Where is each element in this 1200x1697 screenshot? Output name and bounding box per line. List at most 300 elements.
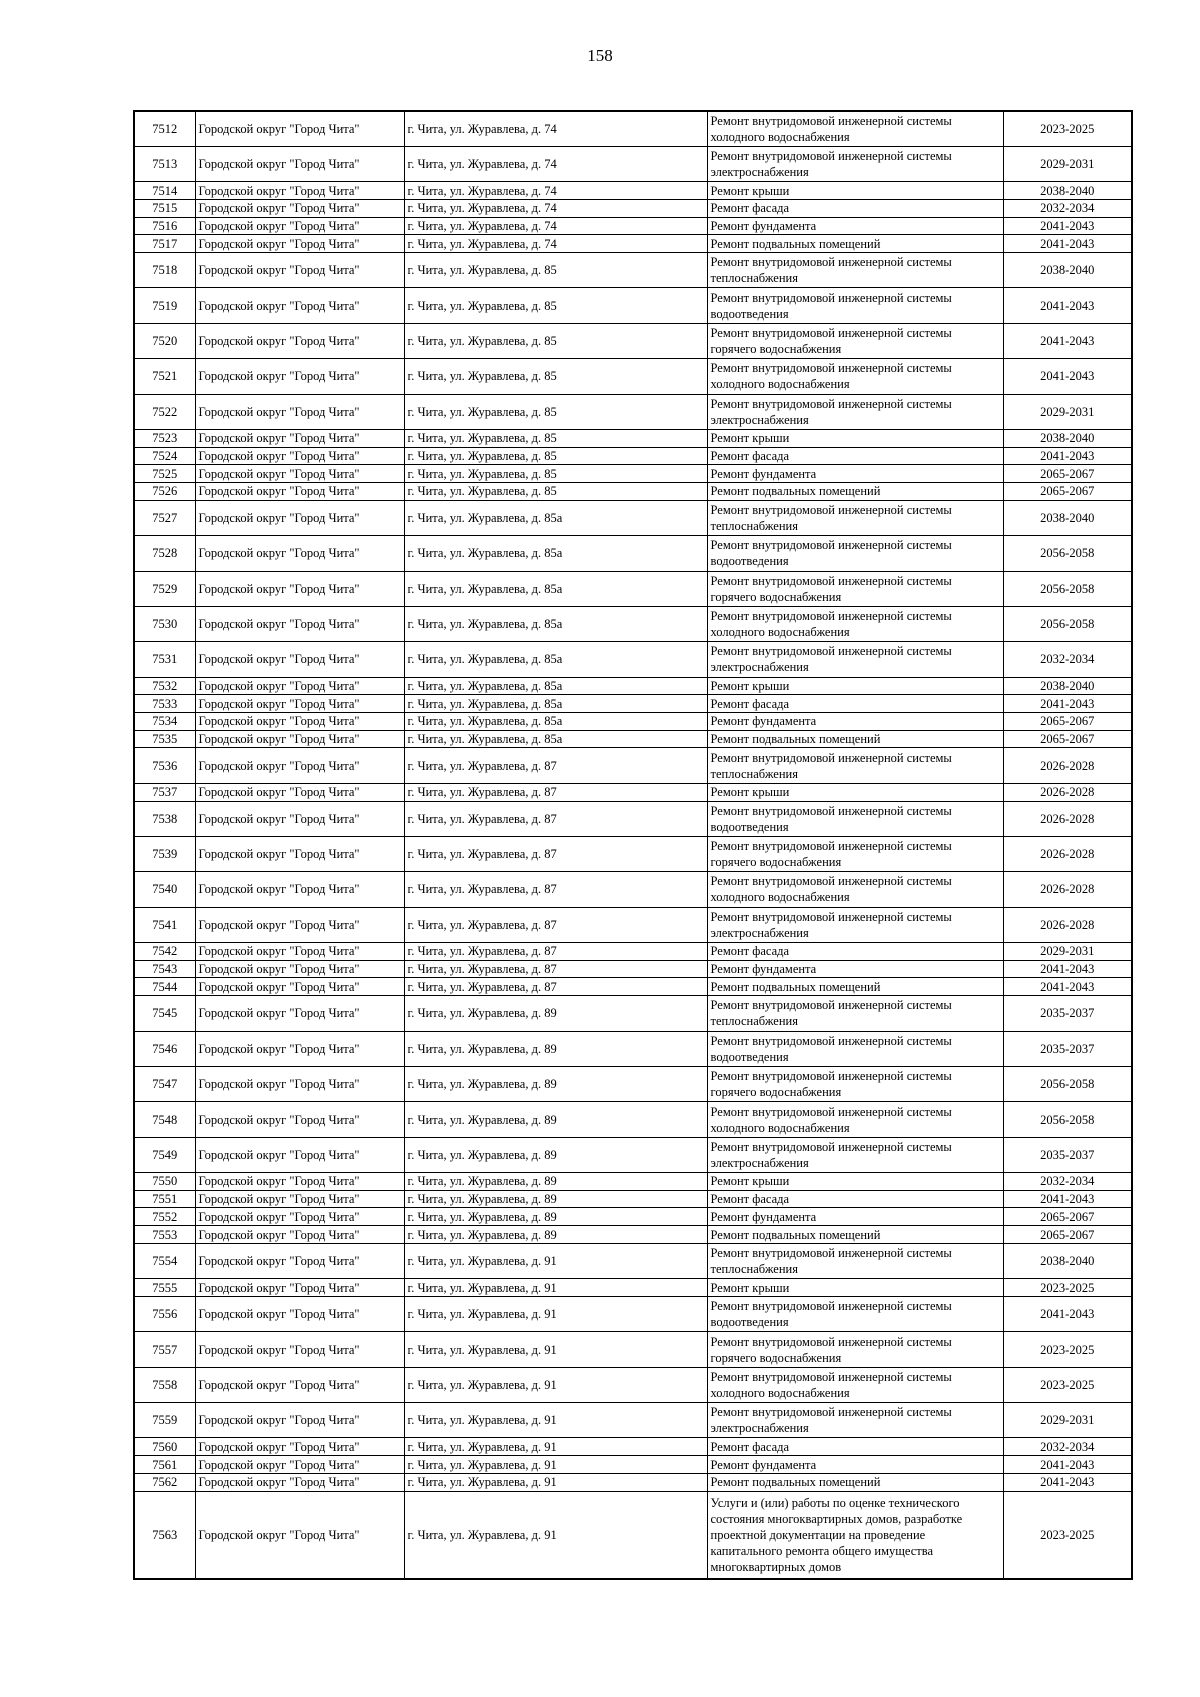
address-cell: г. Чита, ул. Журавлева, д. 89 — [404, 996, 707, 1031]
period-cell: 2026-2028 — [1003, 801, 1132, 836]
period-cell: 2029-2031 — [1003, 1403, 1132, 1438]
row-number-cell: 7540 — [134, 872, 195, 907]
table-row — [134, 1102, 1132, 1137]
row-number-cell: 7519 — [134, 288, 195, 323]
table-row — [134, 536, 1132, 571]
period-cell: 2065-2067 — [1003, 483, 1132, 501]
period-cell: 2038-2040 — [1003, 429, 1132, 447]
row-number-cell: 7534 — [134, 713, 195, 731]
address-cell: г. Чита, ул. Журавлева, д. 89 — [404, 1226, 707, 1244]
municipality-cell: Городской округ "Город Чита" — [195, 199, 404, 217]
table-row — [134, 217, 1132, 235]
municipality-cell: Городской округ "Город Чита" — [195, 801, 404, 836]
work-type-cell: Ремонт фундамента — [707, 217, 1003, 235]
table-row — [134, 907, 1132, 942]
period-cell: 2056-2058 — [1003, 1066, 1132, 1101]
municipality-cell: Городской округ "Город Чита" — [195, 1173, 404, 1191]
period-cell: 2041-2043 — [1003, 978, 1132, 996]
repair-schedule-table — [133, 110, 1133, 1580]
row-number-cell: 7517 — [134, 235, 195, 253]
table-row — [134, 606, 1132, 641]
period-cell: 2023-2025 — [1003, 1332, 1132, 1367]
period-cell: 2065-2067 — [1003, 465, 1132, 483]
address-cell: г. Чита, ул. Журавлева, д. 89 — [404, 1102, 707, 1137]
row-number-cell: 7533 — [134, 695, 195, 713]
row-number-cell: 7529 — [134, 571, 195, 606]
table-row — [134, 783, 1132, 801]
address-cell: г. Чита, ул. Журавлева, д. 89 — [404, 1208, 707, 1226]
period-cell: 2032-2034 — [1003, 1438, 1132, 1456]
work-type-cell: Ремонт крыши — [707, 429, 1003, 447]
work-type-cell: Ремонт внутридомовой инженерной системы электроснабжения — [707, 394, 1003, 429]
work-type-cell: Ремонт фундамента — [707, 1456, 1003, 1474]
row-number-cell: 7552 — [134, 1208, 195, 1226]
municipality-cell: Городской округ "Город Чита" — [195, 960, 404, 978]
address-cell: г. Чита, ул. Журавлева, д. 89 — [404, 1137, 707, 1172]
work-type-cell: Ремонт внутридомовой инженерной системы холодного водоснабжения — [707, 111, 1003, 146]
period-cell: 2065-2067 — [1003, 1226, 1132, 1244]
row-number-cell: 7558 — [134, 1367, 195, 1402]
address-cell: г. Чита, ул. Журавлева, д. 85 — [404, 253, 707, 288]
period-cell: 2032-2034 — [1003, 642, 1132, 677]
municipality-cell: Городской округ "Город Чита" — [195, 1243, 404, 1278]
row-number-cell: 7518 — [134, 253, 195, 288]
municipality-cell: Городской округ "Город Чита" — [195, 1066, 404, 1101]
table-row — [134, 394, 1132, 429]
municipality-cell: Городской округ "Город Чита" — [195, 571, 404, 606]
table-row — [134, 288, 1132, 323]
row-number-cell: 7556 — [134, 1296, 195, 1331]
page-number: 158 — [587, 46, 613, 65]
period-cell: 2041-2043 — [1003, 359, 1132, 394]
address-cell: г. Чита, ул. Журавлева, д. 85а — [404, 713, 707, 731]
municipality-cell: Городской округ "Город Чита" — [195, 713, 404, 731]
period-cell: 2035-2037 — [1003, 1031, 1132, 1066]
address-cell: г. Чита, ул. Журавлева, д. 91 — [404, 1456, 707, 1474]
table-row — [134, 1438, 1132, 1456]
period-cell: 2038-2040 — [1003, 253, 1132, 288]
table-row — [134, 996, 1132, 1031]
work-type-cell: Ремонт внутридомовой инженерной системы холодного водоснабжения — [707, 1367, 1003, 1402]
table-row — [134, 182, 1132, 200]
work-type-cell: Ремонт подвальных помещений — [707, 730, 1003, 748]
table-row — [134, 500, 1132, 535]
period-cell: 2026-2028 — [1003, 872, 1132, 907]
address-cell: г. Чита, ул. Журавлева, д. 91 — [404, 1438, 707, 1456]
work-type-cell: Ремонт внутридомовой инженерной системы водоотведения — [707, 801, 1003, 836]
address-cell: г. Чита, ул. Журавлева, д. 74 — [404, 182, 707, 200]
period-cell: 2065-2067 — [1003, 1208, 1132, 1226]
table-row — [134, 1367, 1132, 1402]
address-cell: г. Чита, ул. Журавлева, д. 85 — [404, 288, 707, 323]
municipality-cell: Городской округ "Город Чита" — [195, 323, 404, 358]
period-cell: 2041-2043 — [1003, 235, 1132, 253]
row-number-cell: 7557 — [134, 1332, 195, 1367]
period-cell: 2023-2025 — [1003, 1279, 1132, 1297]
address-cell: г. Чита, ул. Журавлева, д. 89 — [404, 1066, 707, 1101]
municipality-cell: Городской округ "Город Чита" — [195, 111, 404, 146]
address-cell: г. Чита, ул. Журавлева, д. 85 — [404, 447, 707, 465]
work-type-cell: Ремонт подвальных помещений — [707, 1473, 1003, 1491]
address-cell: г. Чита, ул. Журавлева, д. 85а — [404, 642, 707, 677]
row-number-cell: 7550 — [134, 1173, 195, 1191]
period-cell: 2032-2034 — [1003, 199, 1132, 217]
address-cell: г. Чита, ул. Журавлева, д. 91 — [404, 1403, 707, 1438]
municipality-cell: Городской округ "Город Чита" — [195, 1102, 404, 1137]
row-number-cell: 7525 — [134, 465, 195, 483]
municipality-cell: Городской округ "Город Чита" — [195, 1190, 404, 1208]
work-type-cell: Ремонт фундамента — [707, 960, 1003, 978]
period-cell: 2041-2043 — [1003, 960, 1132, 978]
row-number-cell: 7539 — [134, 836, 195, 871]
municipality-cell: Городской округ "Город Чита" — [195, 1491, 404, 1579]
address-cell: г. Чита, ул. Журавлева, д. 85 — [404, 465, 707, 483]
period-cell: 2041-2043 — [1003, 217, 1132, 235]
municipality-cell: Городской округ "Город Чита" — [195, 1473, 404, 1491]
work-type-cell: Ремонт фундамента — [707, 465, 1003, 483]
row-number-cell: 7512 — [134, 111, 195, 146]
row-number-cell: 7553 — [134, 1226, 195, 1244]
row-number-cell: 7559 — [134, 1403, 195, 1438]
table-row — [134, 1491, 1132, 1579]
table-row — [134, 483, 1132, 501]
municipality-cell: Городской округ "Город Чита" — [195, 465, 404, 483]
row-number-cell: 7551 — [134, 1190, 195, 1208]
table-row — [134, 359, 1132, 394]
work-type-cell: Ремонт фасада — [707, 695, 1003, 713]
address-cell: г. Чита, ул. Журавлева, д. 85а — [404, 695, 707, 713]
period-cell: 2023-2025 — [1003, 1491, 1132, 1579]
municipality-cell: Городской округ "Город Чита" — [195, 996, 404, 1031]
work-type-cell: Ремонт фундамента — [707, 1208, 1003, 1226]
address-cell: г. Чита, ул. Журавлева, д. 91 — [404, 1279, 707, 1297]
table-row — [134, 465, 1132, 483]
period-cell: 2035-2037 — [1003, 1137, 1132, 1172]
period-cell: 2041-2043 — [1003, 695, 1132, 713]
work-type-cell: Ремонт крыши — [707, 783, 1003, 801]
municipality-cell: Городской округ "Город Чита" — [195, 1456, 404, 1474]
row-number-cell: 7530 — [134, 606, 195, 641]
address-cell: г. Чита, ул. Журавлева, д. 91 — [404, 1296, 707, 1331]
address-cell: г. Чита, ул. Журавлева, д. 89 — [404, 1190, 707, 1208]
work-type-cell: Ремонт внутридомовой инженерной системы холодного водоснабжения — [707, 359, 1003, 394]
period-cell: 2041-2043 — [1003, 323, 1132, 358]
period-cell: 2041-2043 — [1003, 1456, 1132, 1474]
municipality-cell: Городской округ "Город Чита" — [195, 217, 404, 235]
table-row — [134, 960, 1132, 978]
work-type-cell: Ремонт фасада — [707, 1190, 1003, 1208]
row-number-cell: 7543 — [134, 960, 195, 978]
work-type-cell: Ремонт внутридомовой инженерной системы холодного водоснабжения — [707, 872, 1003, 907]
row-number-cell: 7562 — [134, 1473, 195, 1491]
work-type-cell: Ремонт внутридомовой инженерной системы холодного водоснабжения — [707, 1102, 1003, 1137]
row-number-cell: 7554 — [134, 1243, 195, 1278]
period-cell: 2056-2058 — [1003, 1102, 1132, 1137]
address-cell: г. Чита, ул. Журавлева, д. 85 — [404, 429, 707, 447]
row-number-cell: 7514 — [134, 182, 195, 200]
period-cell: 2029-2031 — [1003, 943, 1132, 961]
address-cell: г. Чита, ул. Журавлева, д. 87 — [404, 872, 707, 907]
work-type-cell: Ремонт внутридомовой инженерной системы горячего водоснабжения — [707, 1066, 1003, 1101]
work-type-cell: Ремонт подвальных помещений — [707, 483, 1003, 501]
table-row — [134, 943, 1132, 961]
municipality-cell: Городской округ "Город Чита" — [195, 642, 404, 677]
work-type-cell: Ремонт внутридомовой инженерной системы горячего водоснабжения — [707, 836, 1003, 871]
municipality-cell: Городской округ "Город Чита" — [195, 1332, 404, 1367]
table-row — [134, 111, 1132, 146]
period-cell: 2026-2028 — [1003, 836, 1132, 871]
address-cell: г. Чита, ул. Журавлева, д. 87 — [404, 836, 707, 871]
period-cell: 2026-2028 — [1003, 783, 1132, 801]
work-type-cell: Ремонт фасада — [707, 1438, 1003, 1456]
work-type-cell: Ремонт внутридомовой инженерной системы холодного водоснабжения — [707, 606, 1003, 641]
row-number-cell: 7535 — [134, 730, 195, 748]
address-cell: г. Чита, ул. Журавлева, д. 87 — [404, 801, 707, 836]
period-cell: 2065-2067 — [1003, 730, 1132, 748]
work-type-cell: Ремонт фасада — [707, 447, 1003, 465]
row-number-cell: 7542 — [134, 943, 195, 961]
table-row — [134, 253, 1132, 288]
table-row — [134, 872, 1132, 907]
period-cell: 2041-2043 — [1003, 1473, 1132, 1491]
table-row — [134, 1208, 1132, 1226]
address-cell: г. Чита, ул. Журавлева, д. 87 — [404, 978, 707, 996]
address-cell: г. Чита, ул. Журавлева, д. 87 — [404, 960, 707, 978]
address-cell: г. Чита, ул. Журавлева, д. 91 — [404, 1491, 707, 1579]
period-cell: 2056-2058 — [1003, 571, 1132, 606]
table-row — [134, 713, 1132, 731]
municipality-cell: Городской округ "Город Чита" — [195, 182, 404, 200]
table-row — [134, 836, 1132, 871]
period-cell: 2035-2037 — [1003, 996, 1132, 1031]
work-type-cell: Ремонт фасада — [707, 943, 1003, 961]
table-row — [134, 1403, 1132, 1438]
work-type-cell: Ремонт крыши — [707, 1279, 1003, 1297]
row-number-cell: 7546 — [134, 1031, 195, 1066]
period-cell: 2041-2043 — [1003, 288, 1132, 323]
row-number-cell: 7516 — [134, 217, 195, 235]
municipality-cell: Городской округ "Город Чита" — [195, 1279, 404, 1297]
address-cell: г. Чита, ул. Журавлева, д. 85 — [404, 359, 707, 394]
municipality-cell: Городской округ "Город Чита" — [195, 253, 404, 288]
municipality-cell: Городской округ "Город Чита" — [195, 730, 404, 748]
municipality-cell: Городской округ "Город Чита" — [195, 483, 404, 501]
work-type-cell: Ремонт внутридомовой инженерной системы теплоснабжения — [707, 500, 1003, 535]
address-cell: г. Чита, ул. Журавлева, д. 85 — [404, 483, 707, 501]
municipality-cell: Городской округ "Город Чита" — [195, 1137, 404, 1172]
work-type-cell: Ремонт внутридомовой инженерной системы электроснабжения — [707, 1403, 1003, 1438]
work-type-cell: Ремонт внутридомовой инженерной системы теплоснабжения — [707, 748, 1003, 783]
period-cell: 2056-2058 — [1003, 606, 1132, 641]
table-row — [134, 695, 1132, 713]
table-row — [134, 1190, 1132, 1208]
municipality-cell: Городской округ "Город Чита" — [195, 1296, 404, 1331]
table-row — [134, 1226, 1132, 1244]
municipality-cell: Городской округ "Город Чита" — [195, 429, 404, 447]
municipality-cell: Городской округ "Город Чита" — [195, 695, 404, 713]
municipality-cell: Городской округ "Город Чита" — [195, 146, 404, 181]
table-row — [134, 1243, 1132, 1278]
work-type-cell: Ремонт крыши — [707, 182, 1003, 200]
work-type-cell: Ремонт подвальных помещений — [707, 978, 1003, 996]
period-cell: 2041-2043 — [1003, 447, 1132, 465]
table-row — [134, 1066, 1132, 1101]
work-type-cell: Ремонт внутридомовой инженерной системы электроснабжения — [707, 146, 1003, 181]
row-number-cell: 7515 — [134, 199, 195, 217]
address-cell: г. Чита, ул. Журавлева, д. 87 — [404, 783, 707, 801]
row-number-cell: 7541 — [134, 907, 195, 942]
table-row — [134, 1296, 1132, 1331]
address-cell: г. Чита, ул. Журавлева, д. 85а — [404, 677, 707, 695]
row-number-cell: 7537 — [134, 783, 195, 801]
address-cell: г. Чита, ул. Журавлева, д. 85а — [404, 730, 707, 748]
work-type-cell: Ремонт подвальных помещений — [707, 1226, 1003, 1244]
address-cell: г. Чита, ул. Журавлева, д. 74 — [404, 199, 707, 217]
row-number-cell: 7547 — [134, 1066, 195, 1101]
table-row — [134, 447, 1132, 465]
address-cell: г. Чита, ул. Журавлева, д. 85а — [404, 571, 707, 606]
address-cell: г. Чита, ул. Журавлева, д. 87 — [404, 907, 707, 942]
row-number-cell: 7560 — [134, 1438, 195, 1456]
table-row — [134, 730, 1132, 748]
row-number-cell: 7524 — [134, 447, 195, 465]
row-number-cell: 7526 — [134, 483, 195, 501]
row-number-cell: 7521 — [134, 359, 195, 394]
table-row — [134, 571, 1132, 606]
address-cell: г. Чита, ул. Журавлева, д. 87 — [404, 748, 707, 783]
municipality-cell: Городской округ "Город Чита" — [195, 677, 404, 695]
row-number-cell: 7561 — [134, 1456, 195, 1474]
work-type-cell: Ремонт внутридомовой инженерной системы водоотведения — [707, 1031, 1003, 1066]
table-row — [134, 323, 1132, 358]
work-type-cell: Услуги и (или) работы по оценке технического состояния многоквартирных домов, разработке проектной документации на проведение капитального ремонта общего имущества многоквартирных домов — [707, 1491, 1003, 1579]
address-cell: г. Чита, ул. Журавлева, д. 85а — [404, 536, 707, 571]
period-cell: 2056-2058 — [1003, 536, 1132, 571]
row-number-cell: 7536 — [134, 748, 195, 783]
municipality-cell: Городской округ "Город Чита" — [195, 500, 404, 535]
municipality-cell: Городской округ "Город Чита" — [195, 359, 404, 394]
period-cell: 2023-2025 — [1003, 1367, 1132, 1402]
period-cell: 2038-2040 — [1003, 677, 1132, 695]
work-type-cell: Ремонт внутридомовой инженерной системы водоотведения — [707, 536, 1003, 571]
municipality-cell: Городской округ "Город Чита" — [195, 1438, 404, 1456]
period-cell: 2041-2043 — [1003, 1296, 1132, 1331]
period-cell: 2041-2043 — [1003, 1190, 1132, 1208]
municipality-cell: Городской округ "Город Чита" — [195, 872, 404, 907]
work-type-cell: Ремонт крыши — [707, 1173, 1003, 1191]
row-number-cell: 7527 — [134, 500, 195, 535]
period-cell: 2038-2040 — [1003, 1243, 1132, 1278]
municipality-cell: Городской округ "Город Чита" — [195, 1226, 404, 1244]
address-cell: г. Чита, ул. Журавлева, д. 74 — [404, 235, 707, 253]
work-type-cell: Ремонт внутридомовой инженерной системы водоотведения — [707, 1296, 1003, 1331]
municipality-cell: Городской округ "Город Чита" — [195, 1208, 404, 1226]
table-row — [134, 1332, 1132, 1367]
table-row — [134, 1137, 1132, 1172]
table-row — [134, 199, 1132, 217]
municipality-cell: Городской округ "Город Чита" — [195, 447, 404, 465]
address-cell: г. Чита, ул. Журавлева, д. 91 — [404, 1367, 707, 1402]
work-type-cell: Ремонт внутридомовой инженерной системы электроснабжения — [707, 642, 1003, 677]
table-row — [134, 429, 1132, 447]
address-cell: г. Чита, ул. Журавлева, д. 74 — [404, 146, 707, 181]
address-cell: г. Чита, ул. Журавлева, д. 89 — [404, 1173, 707, 1191]
row-number-cell: 7544 — [134, 978, 195, 996]
period-cell: 2026-2028 — [1003, 748, 1132, 783]
municipality-cell: Городской округ "Город Чита" — [195, 1031, 404, 1066]
table-row — [134, 1456, 1132, 1474]
municipality-cell: Городской округ "Город Чита" — [195, 606, 404, 641]
address-cell: г. Чита, ул. Журавлева, д. 91 — [404, 1473, 707, 1491]
municipality-cell: Городской округ "Город Чита" — [195, 943, 404, 961]
row-number-cell: 7531 — [134, 642, 195, 677]
address-cell: г. Чита, ул. Журавлева, д. 91 — [404, 1332, 707, 1367]
municipality-cell: Городской округ "Город Чита" — [195, 783, 404, 801]
row-number-cell: 7520 — [134, 323, 195, 358]
address-cell: г. Чита, ул. Журавлева, д. 74 — [404, 111, 707, 146]
table-row — [134, 1031, 1132, 1066]
municipality-cell: Городской округ "Город Чита" — [195, 978, 404, 996]
period-cell: 2038-2040 — [1003, 182, 1132, 200]
row-number-cell: 7538 — [134, 801, 195, 836]
address-cell: г. Чита, ул. Журавлева, д. 85 — [404, 323, 707, 358]
work-type-cell: Ремонт крыши — [707, 677, 1003, 695]
municipality-cell: Городской округ "Город Чита" — [195, 748, 404, 783]
work-type-cell: Ремонт внутридомовой инженерной системы горячего водоснабжения — [707, 571, 1003, 606]
period-cell: 2032-2034 — [1003, 1173, 1132, 1191]
row-number-cell: 7545 — [134, 996, 195, 1031]
address-cell: г. Чита, ул. Журавлева, д. 89 — [404, 1031, 707, 1066]
table-row — [134, 1173, 1132, 1191]
municipality-cell: Городской округ "Город Чита" — [195, 907, 404, 942]
period-cell: 2026-2028 — [1003, 907, 1132, 942]
municipality-cell: Городской округ "Город Чита" — [195, 1367, 404, 1402]
table-row — [134, 748, 1132, 783]
address-cell: г. Чита, ул. Журавлева, д. 85а — [404, 606, 707, 641]
row-number-cell: 7528 — [134, 536, 195, 571]
table-row — [134, 235, 1132, 253]
municipality-cell: Городской округ "Город Чита" — [195, 836, 404, 871]
table-row — [134, 801, 1132, 836]
municipality-cell: Городской округ "Город Чита" — [195, 536, 404, 571]
municipality-cell: Городской округ "Город Чита" — [195, 235, 404, 253]
row-number-cell: 7532 — [134, 677, 195, 695]
work-type-cell: Ремонт подвальных помещений — [707, 235, 1003, 253]
municipality-cell: Городской округ "Город Чита" — [195, 288, 404, 323]
municipality-cell: Городской округ "Город Чита" — [195, 394, 404, 429]
period-cell: 2029-2031 — [1003, 394, 1132, 429]
work-type-cell: Ремонт внутридомовой инженерной системы горячего водоснабжения — [707, 1332, 1003, 1367]
row-number-cell: 7523 — [134, 429, 195, 447]
address-cell: г. Чита, ул. Журавлева, д. 85 — [404, 394, 707, 429]
period-cell: 2065-2067 — [1003, 713, 1132, 731]
table-row — [134, 978, 1132, 996]
address-cell: г. Чита, ул. Журавлева, д. 87 — [404, 943, 707, 961]
table-row — [134, 1279, 1132, 1297]
period-cell: 2023-2025 — [1003, 111, 1132, 146]
address-cell: г. Чита, ул. Журавлева, д. 74 — [404, 217, 707, 235]
table-body — [134, 111, 1132, 1579]
work-type-cell: Ремонт внутридомовой инженерной системы теплоснабжения — [707, 1243, 1003, 1278]
work-type-cell: Ремонт фасада — [707, 199, 1003, 217]
row-number-cell: 7563 — [134, 1491, 195, 1579]
period-cell: 2029-2031 — [1003, 146, 1132, 181]
work-type-cell: Ремонт внутридомовой инженерной системы водоотведения — [707, 288, 1003, 323]
table-row — [134, 642, 1132, 677]
municipality-cell: Городской округ "Город Чита" — [195, 1403, 404, 1438]
work-type-cell: Ремонт внутридомовой инженерной системы теплоснабжения — [707, 996, 1003, 1031]
row-number-cell: 7513 — [134, 146, 195, 181]
